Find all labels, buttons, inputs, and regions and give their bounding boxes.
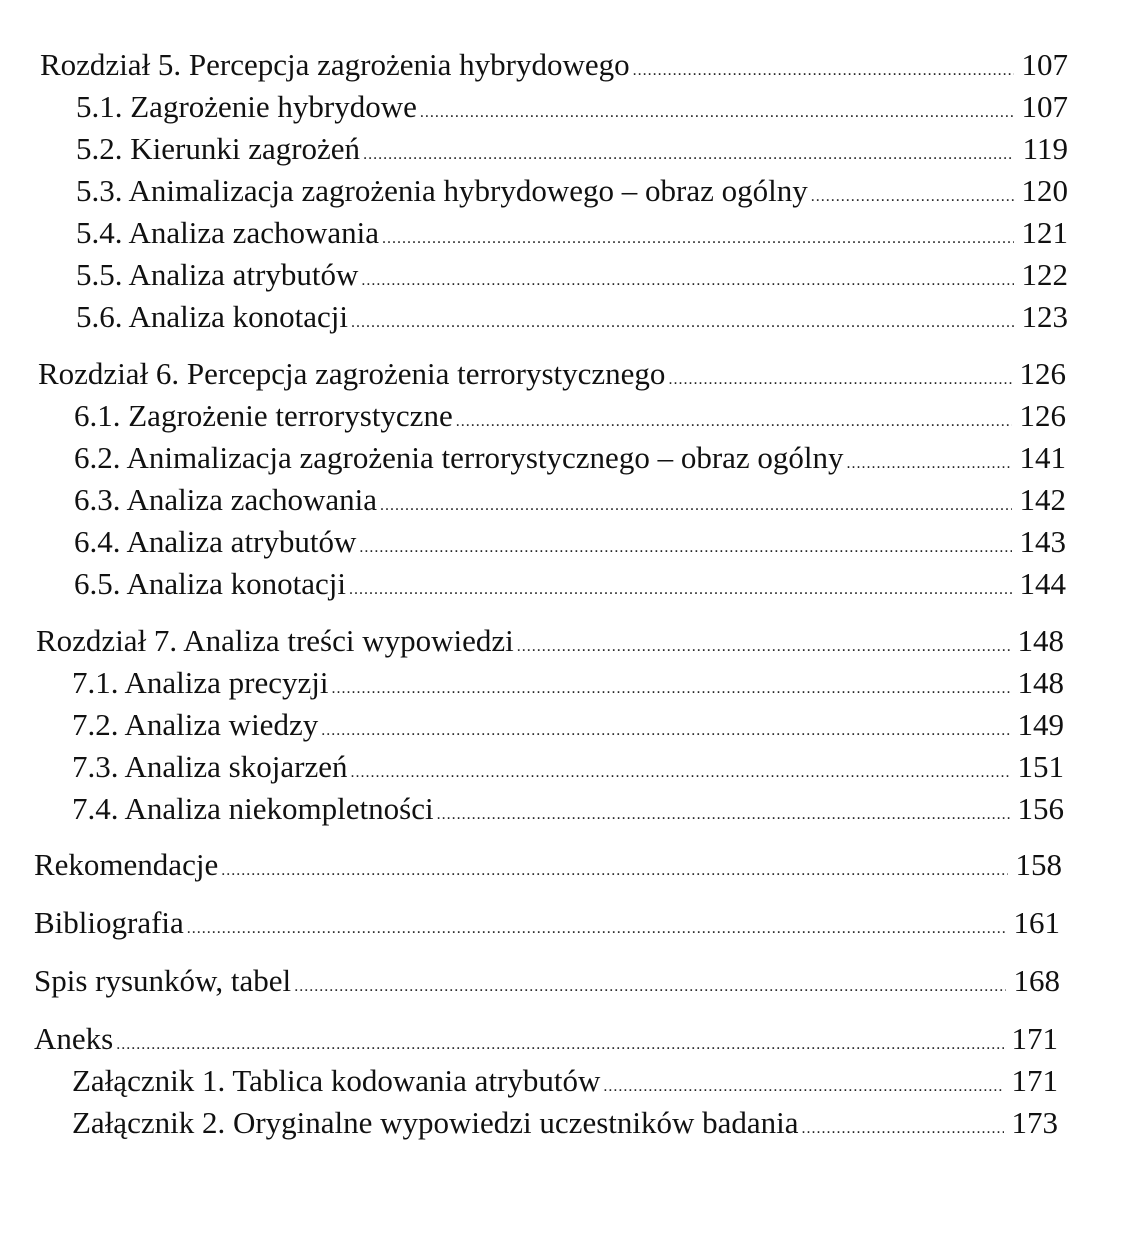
toc-page-number: 142 — [1019, 482, 1066, 517]
toc-page-number: 107 — [1021, 47, 1068, 82]
toc-entry-label: 5.6. Analiza konotacji — [76, 299, 349, 334]
toc-section-5-5 — [76, 256, 1068, 300]
toc-page-number: 122 — [1021, 257, 1068, 292]
toc-page-number: 148 — [1017, 623, 1064, 658]
toc-page-number: 126 — [1019, 356, 1066, 391]
toc-entry-label: 6.3. Analiza zachowania — [74, 482, 377, 517]
dot-leader — [359, 529, 1012, 567]
toc-page-number: 107 — [1021, 89, 1068, 124]
toc-section-5-6 — [76, 298, 1068, 342]
toc-entry-label: 7.3. Analiza skojarzeń — [72, 749, 348, 784]
toc-annex — [34, 1020, 1058, 1064]
toc-entry-label: 6.1. Zagrożenie terrorystyczne — [74, 398, 453, 433]
toc-chapter-7 — [36, 622, 1064, 666]
toc-entry-label: Rozdział 6. Percepcja zagrożenia terrorystycznego — [38, 356, 666, 391]
toc-recommendations — [34, 846, 1062, 890]
toc-section-7-1 — [72, 664, 1064, 708]
toc-page-number: 144 — [1019, 566, 1066, 601]
toc-page-number: 126 — [1019, 398, 1066, 433]
toc-page-number: 149 — [1017, 707, 1064, 742]
dot-leader — [437, 796, 1010, 834]
toc-chapter-6 — [38, 355, 1066, 399]
toc-entry-label: 5.4. Analiza zachowania — [76, 215, 379, 250]
toc-section-5-3 — [76, 172, 1068, 216]
toc-page-number: 141 — [1019, 440, 1066, 475]
toc-entry-label: 7.4. Analiza niekompletności — [72, 791, 434, 826]
toc-entry-label: 7.2. Analiza wiedzy — [72, 707, 319, 742]
dot-leader — [382, 220, 1014, 258]
dot-leader — [802, 1110, 1004, 1148]
toc-entry-label: 7.1. Analiza precyzji — [72, 665, 329, 700]
dot-leader — [332, 670, 1010, 708]
dot-leader — [294, 968, 1006, 1006]
toc-section-5-1 — [76, 88, 1068, 132]
dot-leader — [517, 628, 1010, 666]
dot-leader — [668, 361, 1012, 399]
toc-section-7-3 — [72, 748, 1064, 792]
toc-page-number: 148 — [1017, 665, 1064, 700]
toc-page-number: 168 — [1013, 963, 1060, 998]
toc-section-6-1 — [74, 397, 1066, 441]
dot-leader — [456, 403, 1012, 441]
dot-leader — [361, 262, 1014, 300]
toc-entry-label: 5.1. Zagrożenie hybrydowe — [76, 89, 417, 124]
toc-page-number: 171 — [1011, 1021, 1058, 1056]
toc-entry-label: Spis rysunków, tabel — [34, 963, 292, 998]
toc-entry-label: 5.3. Animalizacja zagrożenia hybrydowego – obraz ogólny — [76, 173, 808, 208]
toc-entry-label: 6.5. Analiza konotacji — [74, 566, 347, 601]
dot-leader — [603, 1068, 1004, 1106]
toc-section-5-4 — [76, 214, 1068, 258]
toc-entry-label: Aneks — [34, 1021, 114, 1056]
toc-page-number: 171 — [1011, 1063, 1058, 1098]
dot-leader — [321, 712, 1010, 750]
dot-leader — [363, 136, 1014, 174]
toc-page-number: 123 — [1021, 299, 1068, 334]
toc-entry-label: Rozdział 7. Analiza treści wypowiedzi — [36, 623, 514, 658]
toc-page-number: 161 — [1013, 905, 1060, 940]
toc-appendix-2 — [72, 1104, 1058, 1148]
toc-page-number: 151 — [1017, 749, 1064, 784]
dot-leader — [380, 487, 1012, 525]
toc-page-number: 121 — [1021, 215, 1068, 250]
toc-entry-label: 5.5. Analiza atrybutów — [76, 257, 359, 292]
dot-leader — [350, 754, 1010, 792]
toc-page-number: 120 — [1021, 173, 1068, 208]
dot-leader — [633, 52, 1014, 90]
dot-leader — [116, 1026, 1004, 1064]
toc-page-number: 143 — [1019, 524, 1066, 559]
dot-leader — [420, 94, 1014, 132]
toc-entry-label: 6.2. Animalizacja zagrożenia terrorystycznego – obraz ogólny — [74, 440, 844, 475]
toc-appendix-1 — [72, 1062, 1058, 1106]
toc-entry-label: Rozdział 5. Percepcja zagrożenia hybrydowego — [40, 47, 630, 82]
dot-leader — [187, 910, 1006, 948]
toc-entry-label: Rekomendacje — [34, 847, 219, 882]
dot-leader — [847, 445, 1012, 483]
dot-leader — [811, 178, 1014, 216]
toc-section-6-2 — [74, 439, 1066, 483]
dot-leader — [221, 852, 1008, 890]
toc-page-number: 173 — [1011, 1105, 1058, 1140]
toc-entry-label: 5.2. Kierunki zagrożeń — [76, 131, 361, 166]
toc-section-6-4 — [74, 523, 1066, 567]
toc-entry-label: Bibliografia — [34, 905, 184, 940]
toc-section-5-2 — [76, 130, 1068, 174]
toc-section-6-3 — [74, 481, 1066, 525]
toc-page-number: 156 — [1017, 791, 1064, 826]
toc-page-number: 119 — [1022, 131, 1068, 166]
toc-section-7-4 — [72, 790, 1064, 834]
toc-section-7-2 — [72, 706, 1064, 750]
toc-page-number: 158 — [1015, 847, 1062, 882]
toc-bibliography — [34, 904, 1060, 948]
dot-leader — [351, 304, 1014, 342]
dot-leader — [349, 571, 1012, 609]
toc-entry-label: Załącznik 2. Oryginalne wypowiedzi uczestników badania — [72, 1105, 799, 1140]
toc-section-6-5 — [74, 565, 1066, 609]
toc-list-of-figures — [34, 962, 1060, 1006]
toc-entry-label: Załącznik 1. Tablica kodowania atrybutów — [72, 1063, 601, 1098]
toc-chapter-5 — [40, 46, 1068, 90]
toc-entry-label: 6.4. Analiza atrybutów — [74, 524, 357, 559]
